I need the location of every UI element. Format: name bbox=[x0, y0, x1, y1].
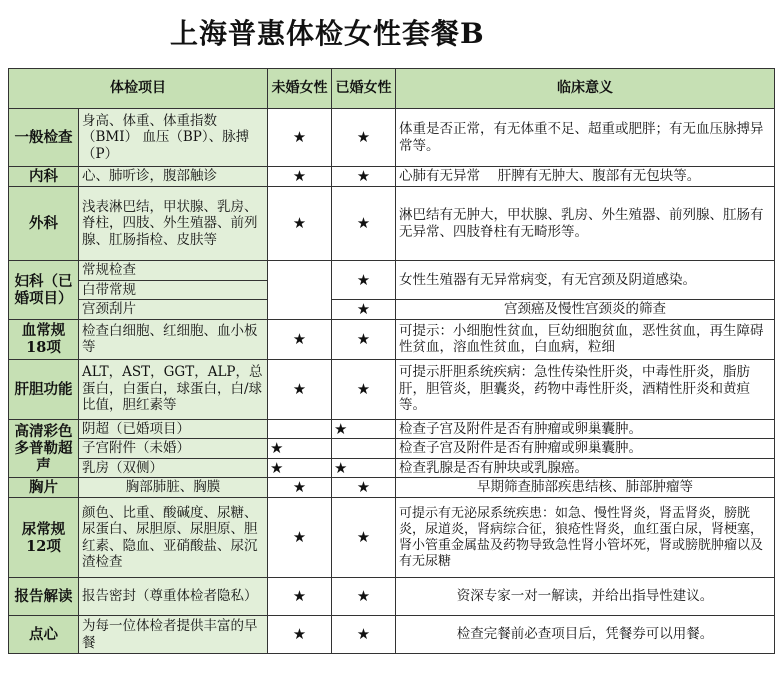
category-snack: 点心 bbox=[9, 616, 79, 654]
meaning-report: 资深专家一对一解读，并给出指导性建议。 bbox=[396, 578, 775, 616]
meaning-blood: 可提示：小细胞性贫血，巨幼细胞贫血，恶性贫血，再生障碍性贫血，溶血性贫血，白血病，粒细 bbox=[396, 319, 775, 359]
star-icon: ★ bbox=[332, 478, 396, 498]
meaning-liver: 可提示肝胆系统疾病：急性传染性肝炎，中毒性肝炎，脂肪肝，胆管炎，胆囊炎，药物中毒性肝炎，酒精性肝炎和黄疸等。 bbox=[396, 359, 775, 419]
meaning-ultrasound-vaginal: 检查子宫及附件是否有肿瘤或卵巢囊肿。 bbox=[396, 419, 775, 439]
items-internal: 心、肺听诊，腹部触诊 bbox=[79, 167, 268, 187]
meaning-urine: 可提示有无泌尿系统疾患：如急、慢性肾炎，肾盂肾炎，膀胱炎，尿道炎，肾病综合征，狼疮性肾炎，血红蛋白尿，肾梗塞，肾小管重金属盐及药物导致急性肾小管坏死，肾或膀胱肿瘤以及有无尿糖 bbox=[396, 498, 775, 578]
star-icon: ★ bbox=[268, 319, 332, 359]
category-liver: 肝胆功能 bbox=[9, 359, 79, 419]
star-icon: ★ bbox=[332, 300, 396, 320]
star-icon: ★ bbox=[268, 187, 332, 261]
items-surgery: 浅表淋巴结，甲状腺、乳房、脊柱，四肢、外生殖器、前列腺、肛肠指检、皮肤等 bbox=[79, 187, 268, 261]
table-row bbox=[9, 458, 775, 478]
meaning-ultrasound-breast: 检查乳腺是否有肿块或乳腺癌。 bbox=[396, 458, 775, 478]
items-blood: 检查白细胞、红细胞、血小板等 bbox=[79, 319, 268, 359]
star-icon: ★ bbox=[268, 498, 332, 578]
items-gyn-leucorrhea: 白带常规 bbox=[79, 280, 268, 300]
star-icon: ★ bbox=[332, 261, 396, 300]
category-report: 报告解读 bbox=[9, 578, 79, 616]
table-row bbox=[9, 359, 775, 419]
category-surgery: 外科 bbox=[9, 187, 79, 261]
table-row bbox=[9, 167, 775, 187]
items-liver: ALT，AST，GGT，ALP，总蛋白，白蛋白，球蛋白，白/球比值，胆红素等 bbox=[79, 359, 268, 419]
category-internal: 内科 bbox=[9, 167, 79, 187]
header-unmarried: 未婚女性 bbox=[268, 69, 332, 109]
table-row bbox=[9, 439, 775, 459]
items-gyn-smear: 宫颈刮片 bbox=[79, 300, 268, 320]
category-gyn: 妇科（已婚项目） bbox=[9, 261, 79, 320]
items-ultrasound-vaginal: 阴超（已婚项目） bbox=[79, 419, 268, 439]
meaning-gyn: 女性生殖器有无异常病变，有无宫颈及阴道感染。 bbox=[396, 261, 775, 300]
table-row bbox=[9, 578, 775, 616]
meaning-internal: 心肺有无异常 肝脾有无肿大、腹部有无包块等。 bbox=[396, 167, 775, 187]
star-icon: ★ bbox=[268, 109, 332, 167]
star-icon: ★ bbox=[268, 578, 332, 616]
meaning-chest: 早期筛查肺部疾患结核、肺部肿瘤等 bbox=[396, 478, 775, 498]
star-icon: ★ bbox=[268, 616, 332, 654]
star-icon: ★ bbox=[332, 498, 396, 578]
checkup-table bbox=[8, 68, 775, 654]
star-icon: ★ bbox=[268, 478, 332, 498]
items-gyn-routine: 常规检查 bbox=[79, 261, 268, 281]
table-row bbox=[9, 498, 775, 578]
items-ultrasound-breast: 乳房（双侧） bbox=[79, 458, 268, 478]
star-icon: ★ bbox=[332, 616, 396, 654]
meaning-snack: 检查完餐前必查项目后，凭餐券可以用餐。 bbox=[396, 616, 775, 654]
star-icon: ★ bbox=[332, 187, 396, 261]
table-row bbox=[9, 478, 775, 498]
header-meaning: 临床意义 bbox=[396, 69, 775, 109]
items-report: 报告密封（尊重体检者隐私） bbox=[79, 578, 268, 616]
star-icon: ★ bbox=[332, 319, 396, 359]
star-icon: ★ bbox=[268, 458, 332, 478]
star-icon: ★ bbox=[332, 419, 396, 439]
star-icon: ★ bbox=[268, 359, 332, 419]
empty-cell bbox=[268, 261, 332, 320]
table-row bbox=[9, 109, 775, 167]
meaning-ultrasound-uterus: 检查子宫及附件是否有肿瘤或卵巢囊肿。 bbox=[396, 439, 775, 459]
table-row bbox=[9, 300, 775, 320]
header-row bbox=[9, 69, 775, 109]
page-title: 上海普惠体检女性套餐B bbox=[170, 17, 485, 50]
items-chest: 胸部肺脏、胸膜 bbox=[79, 478, 268, 498]
table-row bbox=[9, 419, 775, 439]
empty-cell bbox=[332, 439, 396, 459]
star-icon: ★ bbox=[332, 578, 396, 616]
header-item: 体检项目 bbox=[9, 69, 268, 109]
items-snack: 为每一位体检者提供丰富的早餐 bbox=[79, 616, 268, 654]
star-icon: ★ bbox=[268, 167, 332, 187]
table-row bbox=[9, 319, 775, 359]
table-row bbox=[9, 187, 775, 261]
header-married: 已婚女性 bbox=[332, 69, 396, 109]
star-icon: ★ bbox=[332, 167, 396, 187]
meaning-gyn-smear: 宫颈癌及慢性宫颈炎的筛查 bbox=[396, 300, 775, 320]
meaning-surgery: 淋巴结有无肿大，甲状腺、乳房、外生殖器、前列腺、肛肠有无异常、四肢脊柱有无畸形等。 bbox=[396, 187, 775, 261]
table-row bbox=[9, 261, 775, 281]
star-icon: ★ bbox=[332, 109, 396, 167]
category-urine: 尿常规12项 bbox=[9, 498, 79, 578]
category-general: 一般检查 bbox=[9, 109, 79, 167]
table-row bbox=[9, 616, 775, 654]
category-ultrasound: 高清彩色多普勒超声 bbox=[9, 419, 79, 478]
items-ultrasound-uterus: 子宫附件（未婚） bbox=[79, 439, 268, 459]
star-icon: ★ bbox=[332, 458, 396, 478]
items-urine: 颜色、比重、酸碱度、尿糖、尿蛋白、尿胆原、尿胆原、胆红素、隐血、亚硝酸盐、尿沉渣检查 bbox=[79, 498, 268, 578]
category-chest: 胸片 bbox=[9, 478, 79, 498]
items-general: 身高、体重、体重指数（BMI） 血压（BP）、脉搏（P） bbox=[79, 109, 268, 167]
meaning-general: 体重是否正常，有无体重不足、超重或肥胖；有无血压脉搏异常等。 bbox=[396, 109, 775, 167]
empty-cell bbox=[268, 419, 332, 439]
star-icon: ★ bbox=[332, 359, 396, 419]
category-blood: 血常规18项 bbox=[9, 319, 79, 359]
star-icon: ★ bbox=[268, 439, 332, 459]
